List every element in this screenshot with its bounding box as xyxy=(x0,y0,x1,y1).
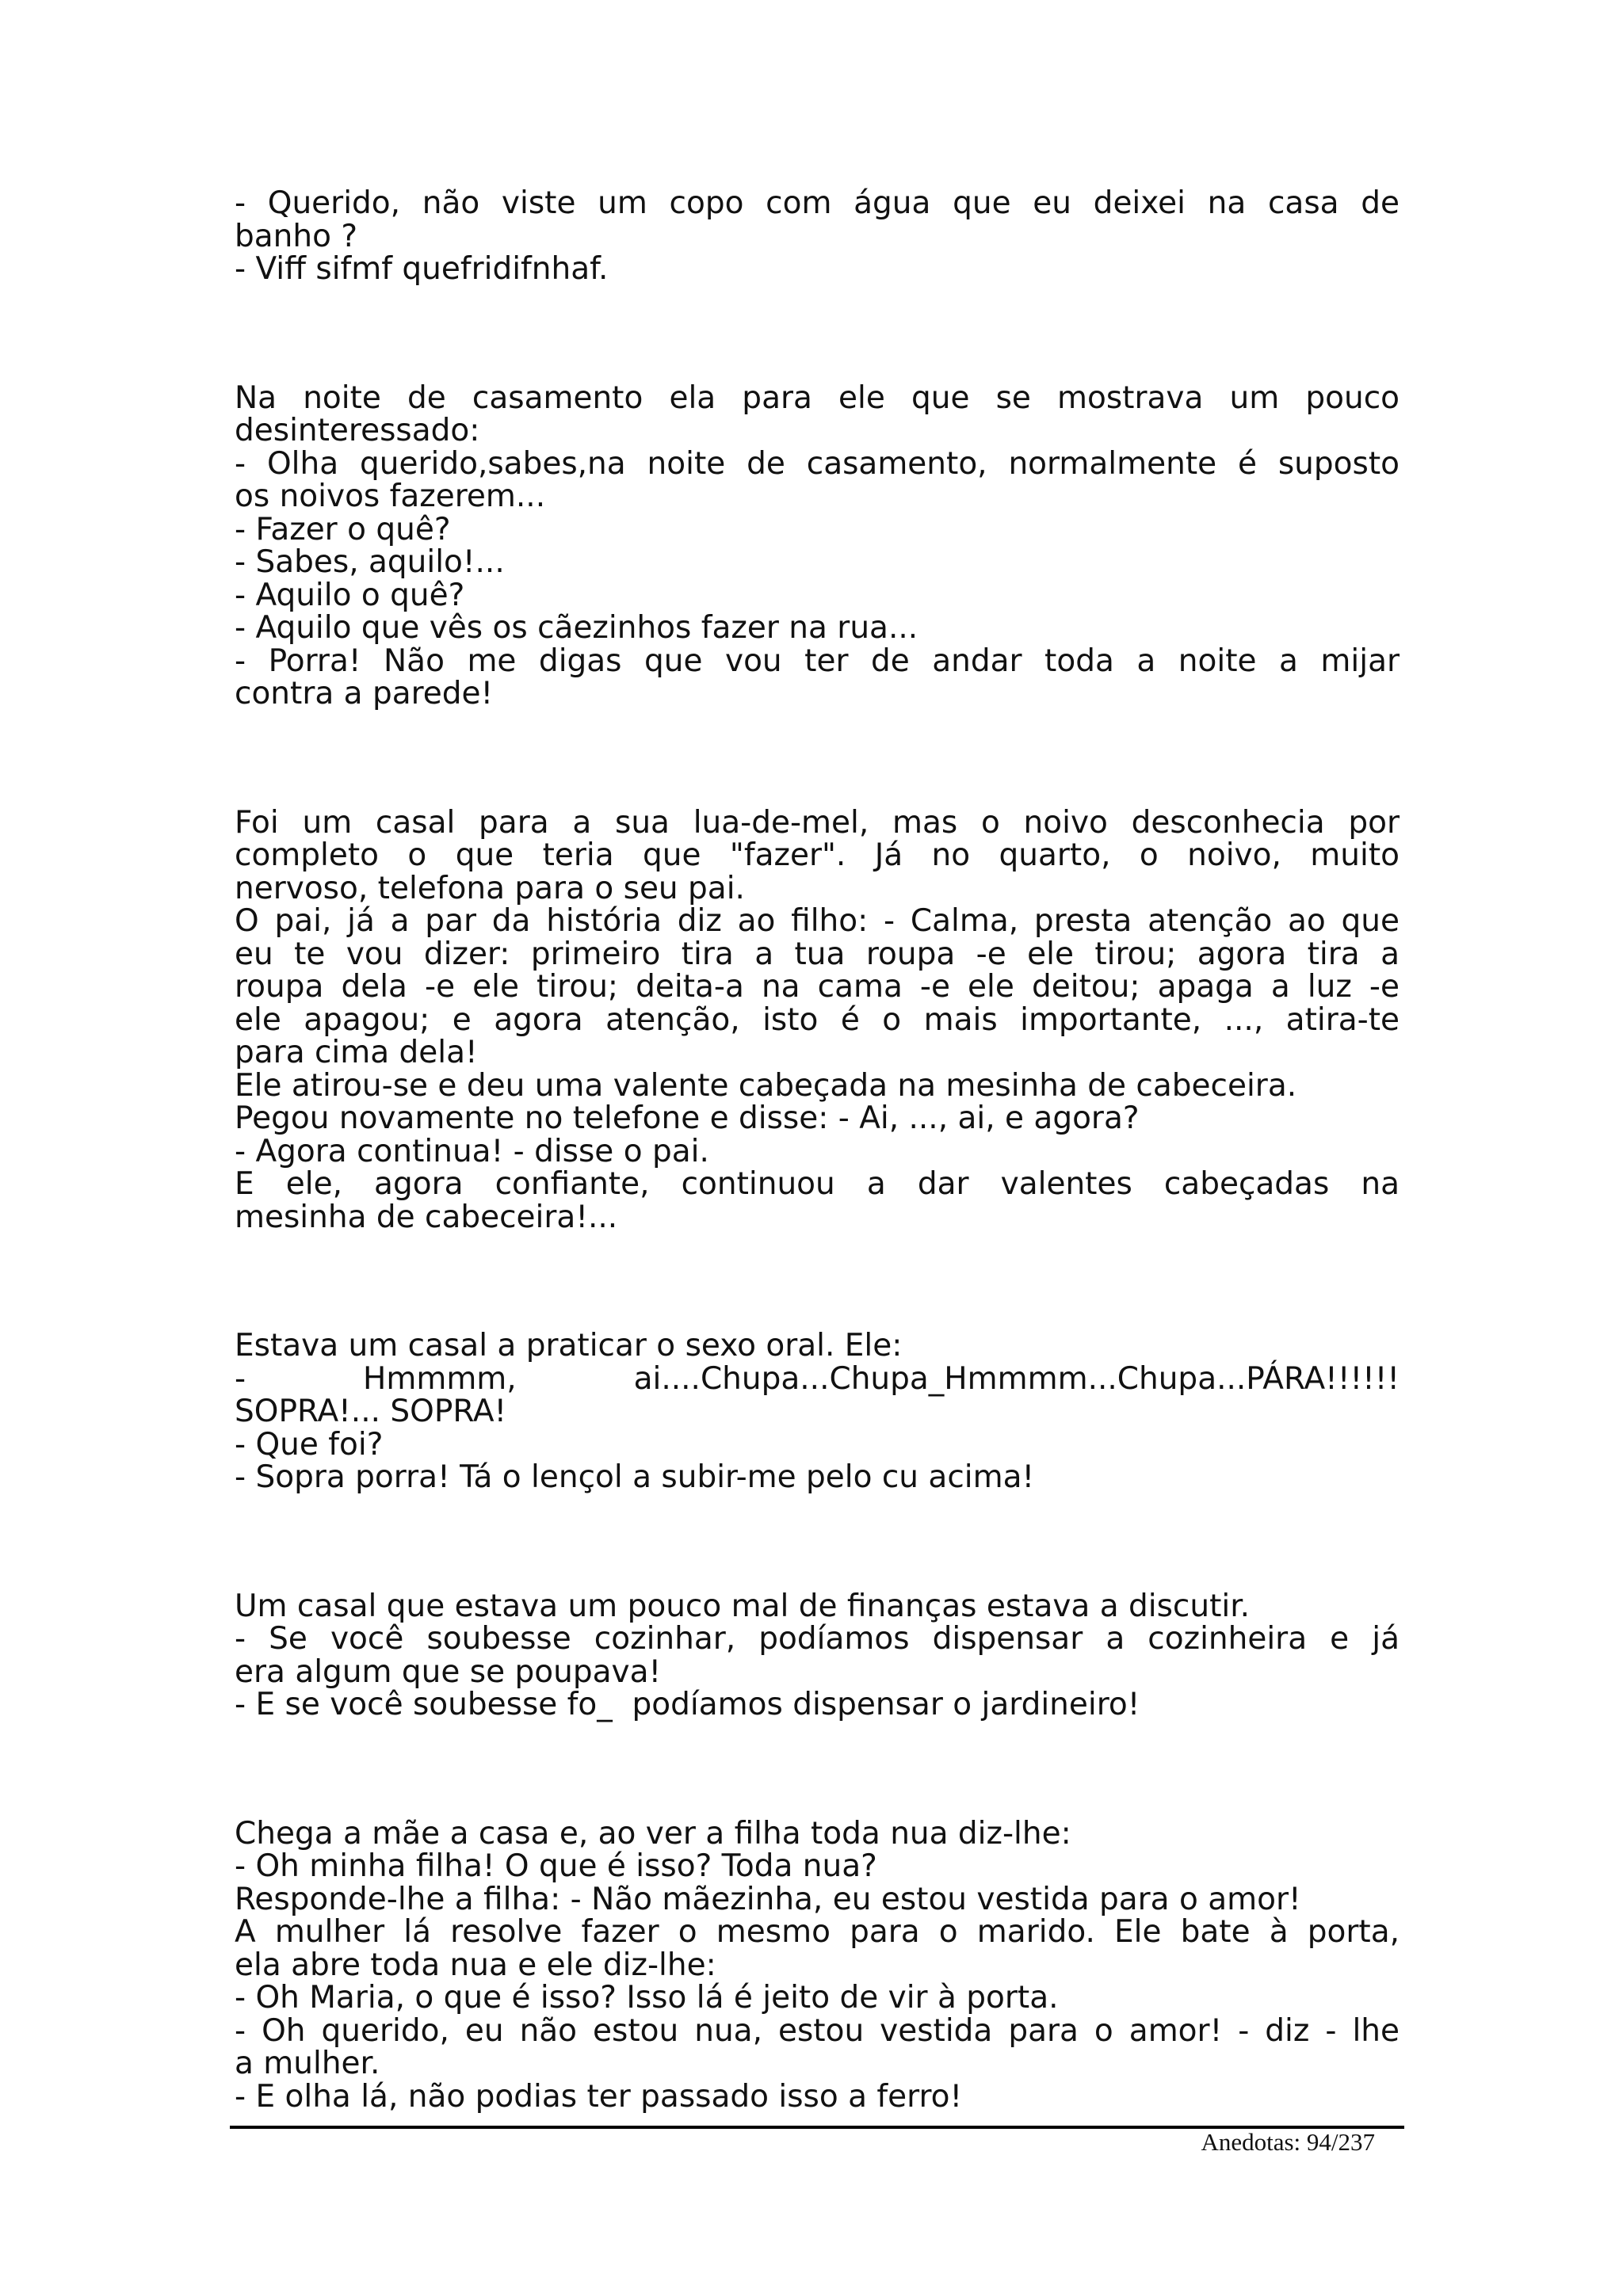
text-line: eu te vou dizer: primeiro tira a tua roupa -e ele tirou; agora tira a xyxy=(235,936,1400,972)
text-line: - E olha lá, não podias ter passado isso a ferro! xyxy=(235,2078,963,2115)
text-line: Na noite de casamento ela para ele que se mostrava um pouco xyxy=(235,379,1400,416)
text-line: Um casal que estava um pouco mal de finanças estava a discutir. xyxy=(235,1588,1251,1624)
text-line: A mulher lá resolve fazer o mesmo para o marido. Ele bate à porta, xyxy=(235,1914,1400,1950)
text-line: Foi um casal para a sua lua-de-mel, mas o noivo desconhecia por xyxy=(235,804,1400,841)
joke-block xyxy=(235,187,1400,286)
text-line: completo o que teria que "fazer". Já no quarto, o noivo, muito xyxy=(235,837,1400,873)
text-line: - Sopra porra! Tá o lençol a subir-me pelo cu acima! xyxy=(235,1459,1035,1495)
text-line: Responde-lhe a filha: - Não mãezinha, eu estou vestida para o amor! xyxy=(235,1881,1301,1917)
page-body xyxy=(235,187,1400,2113)
text-line: - E se você soubesse fo_ podíamos dispensar o jardineiro! xyxy=(235,1687,1140,1722)
text-line: Chega a mãe a casa e, ao ver a filha toda nua diz-lhe: xyxy=(235,1815,1071,1852)
text-line: - Oh minha filha! O que é isso? Toda nua? xyxy=(235,1848,877,1884)
text-line: era algum que se poupava! xyxy=(235,1653,662,1690)
text-line: - Porra! Não me digas que vou ter de andar toda a noite a mijar xyxy=(235,643,1400,679)
text-line: - Hmmmm, ai....Chupa...Chupa_Hmmmm...Chupa...PÁRA!!!!!! xyxy=(235,1360,1400,1397)
text-line: os noivos fazerem... xyxy=(235,479,546,514)
page-number: Anedotas: 94/237 xyxy=(1201,2128,1375,2156)
text-line: roupa dela -e ele tirou; deita-a na cama -e ele deitou; apaga a luz -e xyxy=(235,969,1400,1005)
text-line: mesinha de cabeceira!... xyxy=(235,1199,618,1235)
text-line: O pai, já a par da história diz ao filho: - Calma, presta atenção ao que xyxy=(235,903,1400,939)
text-line: - Aquilo o quê? xyxy=(235,577,465,613)
text-line: - Viff sifmf quefridifnhaf. xyxy=(235,251,609,287)
joke-block xyxy=(235,379,1400,711)
joke-block xyxy=(235,1329,1400,1494)
text-line: para cima dela! xyxy=(235,1035,478,1070)
joke-block xyxy=(235,1590,1400,1722)
text-line: Estava um casal a praticar o sexo oral. Ele: xyxy=(235,1328,903,1363)
text-line: contra a parede! xyxy=(235,676,494,711)
text-line: Pegou novamente no telefone e disse: - Ai, ..., ai, e agora? xyxy=(235,1100,1140,1136)
text-line: - Fazer o quê? xyxy=(235,511,451,547)
text-line: - Querido, não viste um copo com água que eu deixei na casa de xyxy=(235,185,1400,221)
text-line: ele apagou; e agora atenção, isto é o mais importante, ..., atira-te xyxy=(235,1001,1400,1038)
text-line: E ele, agora confiante, continuou a dar valentes cabeçadas na xyxy=(235,1166,1400,1202)
text-line: - Olha querido,sabes,na noite de casamento, normalmente é suposto xyxy=(235,445,1400,482)
joke-block xyxy=(235,804,1400,1235)
text-line: a mulher. xyxy=(235,2046,380,2081)
text-line: ela abre toda nua e ele diz-lhe: xyxy=(235,1947,716,1983)
text-line: - Se você soubesse cozinhar, podíamos dispensar a cozinheira e já xyxy=(235,1621,1400,1657)
text-line: banho ? xyxy=(235,218,358,254)
text-line: Ele atirou-se e deu uma valente cabeçada na mesinha de cabeceira. xyxy=(235,1067,1297,1104)
text-line: - Que foi? xyxy=(235,1426,384,1463)
text-line: - Aquilo que vês os cãezinhos fazer na rua... xyxy=(235,610,918,646)
text-line: nervoso, telefona para o seu pai. xyxy=(235,870,745,906)
text-line: - Oh querido, eu não estou nua, estou vestida para o amor! - diz - lhe xyxy=(235,2012,1400,2049)
text-line: - Sabes, aquilo!... xyxy=(235,544,505,580)
joke-block xyxy=(235,1817,1400,2114)
text-line: desinteressado: xyxy=(235,413,480,448)
text-line: SOPRA!... SOPRA! xyxy=(235,1394,507,1429)
text-line: - Oh Maria, o que é isso? Isso lá é jeito de vir à porta. xyxy=(235,1980,1059,2016)
text-line: - Agora continua! - disse o pai. xyxy=(235,1133,709,1169)
